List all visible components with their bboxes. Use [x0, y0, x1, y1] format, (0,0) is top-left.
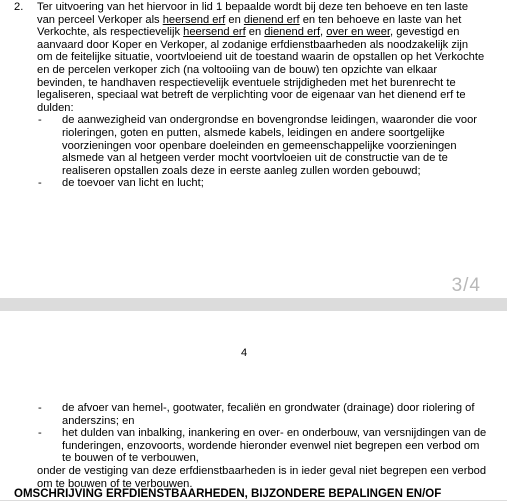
closing-line: om te bouwen of te verbouwen. — [37, 477, 193, 490]
underlined-term: heersend erf — [183, 26, 246, 39]
paragraph-line: Verkochte, als respectievelijk heersend erf en dienend erf, over en weer, gevestigd en — [37, 26, 460, 39]
paragraph-line: en de percelen verkoper zich (na voltooiing van de bouw) ten opzichte van elkaar — [37, 64, 438, 76]
bullet-text-line: de toevoer van licht en lucht; — [62, 177, 204, 190]
page-counter: 3/4 — [451, 275, 481, 296]
bullet-dash: - — [38, 177, 42, 190]
underlined-term: dienend erf — [243, 13, 300, 26]
paragraph-line: legaliseren, speciaal wat betreft de verplichting voor de eigenaar van het dienend erf te — [37, 89, 466, 102]
underlined-term: over en weer — [326, 26, 391, 39]
bullet-text-line: funderingen, enzovoorts, wordende hieronder evenwel niet begrepen een verbod om — [62, 439, 480, 452]
underlined-term: dienend erf — [264, 26, 321, 39]
bullet-text-line: de afvoer van hemel-, gootwater, fecaliën en grondwater (drainage) door riolering of — [62, 402, 475, 414]
bullet-text-line: de aanwezigheid van ondergrondse en bovengrondse leidingen, waaronder die voor — [62, 114, 477, 127]
bullet-dash: - — [38, 402, 42, 414]
bullet-dash: - — [38, 427, 42, 440]
underlined-term: heersend erf — [162, 13, 226, 26]
bullet-text-line: het dulden van inbalking, inankering en over- en onderbouw, van versnijdingen van de — [62, 427, 487, 440]
paragraph-line: bevinden, te handhaven respectievelijk eventuele strijdigheden met het burenrecht te — [37, 76, 456, 89]
paragraph-line: van perceel Verkoper als heersend erf en dienend erf en ten behoeve en laste van het — [37, 13, 462, 26]
paragraph-line: aanvaard door Koper en Verkoper, al zodanige erfdienstbaarheden als noodzakelijk zijn — [37, 38, 469, 51]
page-number: 4 — [241, 347, 248, 359]
paragraph-line: Ter uitvoering van het hiervoor in lid 1 bepaalde wordt bij deze ten behoeve en ten laste — [37, 1, 469, 13]
bullet-text-line: rioleringen, goten en putten, alsmede kabels, leidingen en andere soortgelijke — [62, 127, 445, 139]
section-heading: OMSCHRIJVING ERFDIENSTBAARHEDEN, BIJZONDERE BEPALINGEN EN/OF — [14, 488, 442, 500]
item-number: 2. — [14, 1, 24, 13]
paragraph-line: om de feitelijke situatie, voortvloeiend uit de toestand waarin de opstallen op het Verkochte — [37, 51, 485, 64]
bullet-text-line: te bouwen of te verbouwen, — [62, 452, 199, 465]
bullet-text-line: anderszins; en — [62, 414, 135, 427]
bullet-text-line: alsmede van al hetgeen verder mocht voortvloeien uit de constructie van de te — [62, 152, 448, 165]
bullet-text-line: voorzieningen voor openbare doeleinden en gemeenschappelijke voorzieningen — [62, 139, 457, 152]
closing-line: onder de vestiging van deze erfdienstbaarheden is in ieder geval niet begrepen een verbod — [37, 465, 487, 477]
paragraph-line: dulden: — [37, 101, 74, 114]
bullet-text-line: realiseren opstallen zoals deze in eerste aanleg zullen worden gebouwd; — [62, 164, 421, 177]
bullet-dash: - — [38, 114, 42, 127]
